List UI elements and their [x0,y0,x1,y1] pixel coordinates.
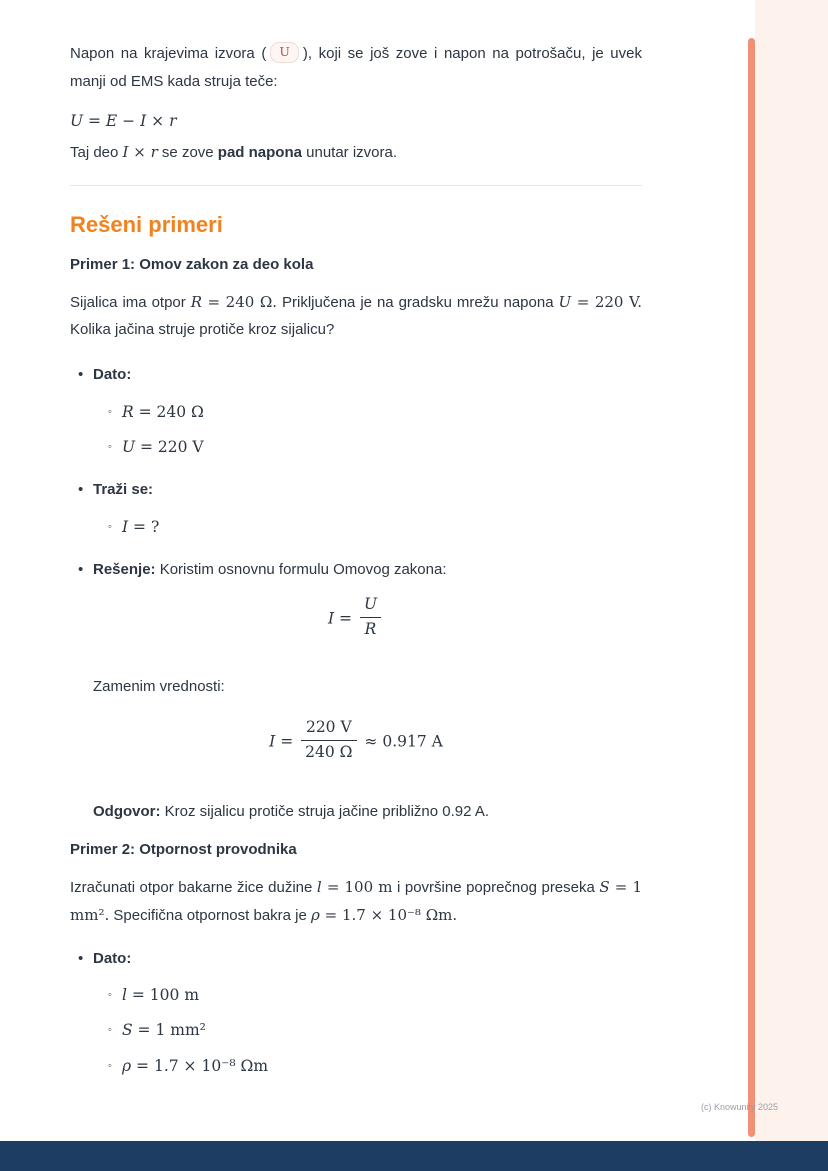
circle-bullet-icon: ◦ [108,440,112,453]
item-rest: = ? [128,517,160,536]
dato-label: Dato: [93,366,132,383]
formula-equals: = [83,111,106,130]
bullet-icon: • [78,560,84,578]
intro-text-before: Napon na krajevima izvora ( [70,45,267,62]
section-divider [70,185,642,186]
note-text-mid: se zove [157,143,218,161]
circle-bullet-icon: ◦ [108,405,112,418]
example1-title: Primer 1: Omov zakon za deo kola [70,255,314,273]
circle-bullet-icon: ◦ [108,1059,112,1072]
note-text-pre: Taj deo [70,143,123,161]
ex1-val-r: = 240 Ω. [202,292,278,311]
example2-title: Primer 2: Otpornost provodnika [70,841,297,858]
list-item-trazi [78,479,642,502]
item-rest: = 1 mm² [132,1021,206,1040]
formula1-equals: = [334,609,357,628]
right-accent-bar [748,38,755,1137]
fraction-denominator: 240 Ω [301,740,356,765]
dato-item-value [122,1019,206,1042]
ohm-formula-symbolic [70,595,642,643]
voltage-drop-note [70,139,642,167]
list-item-resenje [78,559,642,582]
formula2-equals: = [275,732,299,751]
ex2-var-rho: ρ [311,905,320,924]
answer-text: Kroz sijalicu protiče struja jačine približno 0.92 A. [160,802,489,820]
trazi-item-value [122,516,159,539]
note-text-post: unutar izvora. [301,143,398,161]
voltage-symbol-badge: U [270,42,299,63]
dato-item [108,436,642,459]
fraction-denominator: R [360,617,381,642]
trazi-label: Traži se: [93,481,154,498]
ex2-var-s: S [599,878,610,896]
dato2-label: Dato: [93,949,132,967]
ex1-problem-text-2: Priključena je na gradsku mrežu napona [277,293,559,311]
note-var-r: r [150,142,158,161]
fraction-numerator: U [363,595,378,614]
substitute-text: Zamenim vrednosti: [93,677,225,695]
item-rest: = 220 V [135,437,204,456]
footer-credit: (c) Knowunity 2025 [700,1102,778,1112]
dato-item-value [122,401,204,424]
ex1-problem-text-1: Sijalica ima otpor [70,293,191,311]
formula-var-u: U [70,111,84,130]
dato-item [108,984,642,1007]
ex2-problem-text-3: Specifična otpornost bakra je [109,906,312,924]
item-rest: = 240 Ω [133,402,204,421]
formula-var-e: E [105,111,118,130]
item-var: S [122,1021,133,1040]
formula-var-r: r [169,111,177,130]
item-var: l [122,986,127,1004]
fraction [301,716,356,764]
formula-minus: − [117,111,141,130]
answer-line [93,801,642,824]
ex2-val-l: = 100 m [321,878,393,896]
bottom-footer-bar [0,1141,828,1171]
item-var: I [122,517,129,536]
answer-label: Odgovor: [93,802,161,820]
ex2-problem-text-2: i površine poprečnog preseka [392,879,600,896]
ex1-problem-text-3: Kolika jačina struje protiče kroz sijalicu? [70,321,335,339]
resenje-content [93,559,447,582]
item-var: ρ [122,1056,132,1075]
formula-var-i: I [140,111,147,130]
note-times: × [128,142,151,161]
ex2-val-s: = 1 mm². [70,878,642,924]
item-rest: = 1.7 × 10⁻⁸ Ωm [131,1056,269,1075]
item-var: R [122,402,134,421]
circle-bullet-icon: ◦ [108,1024,112,1037]
bullet-icon: • [78,481,84,498]
ex1-val-u: = 220 V. [571,292,642,311]
resenje-text: Koristim osnovnu formulu Omovog zakona: [155,560,447,578]
note-bold-term: pad napona [217,143,302,161]
intro-text-after: ), koji se još zove i napon na potrošaču, je uvek manji od EMS kada struja teče: [70,45,642,90]
item-rest: = 100 m [126,986,200,1004]
note-var-i: I [122,142,129,161]
ex1-var-u: U [558,292,572,311]
circle-bullet-icon: ◦ [108,520,112,533]
ex1-var-r: R [190,292,203,311]
fraction-numerator: 220 V [305,718,352,737]
section-title: Rešeni primeri [70,211,223,237]
list-item-dato2 [78,948,642,971]
ems-voltage-formula [70,110,642,133]
dato-item-value [122,984,199,1007]
fraction [360,593,381,641]
dato-item [108,401,642,424]
ex2-problem-text-1: Izračunati otpor bakarne žice dužine [70,879,317,896]
right-margin-strip [755,0,828,1171]
ex2-val-rho: = 1.7 × 10⁻⁸ Ωm. [319,905,458,924]
trazi-item [108,516,642,539]
dato-item [108,1019,642,1042]
dato-item-value [122,436,204,459]
circle-bullet-icon: ◦ [108,989,112,1001]
example1-problem [70,289,642,345]
formula2-result: ≈ 0.917 A [359,732,443,751]
bullet-icon: • [78,366,84,383]
intro-paragraph [70,40,642,96]
resenje-label: Rešenje: [93,560,156,578]
document-content [70,40,642,1078]
dato-item-value [122,1055,268,1078]
bullet-icon: • [78,949,84,967]
ex2-var-l: l [316,878,322,896]
list-item-dato [78,364,642,387]
ohm-formula-values [70,718,642,766]
item-var: U [122,437,136,456]
example2-problem [70,874,642,930]
formula1-var-i: I [327,609,335,628]
formula-times: × [146,111,170,130]
formula2-var-i: I [269,732,276,751]
dato-item [108,1055,642,1078]
